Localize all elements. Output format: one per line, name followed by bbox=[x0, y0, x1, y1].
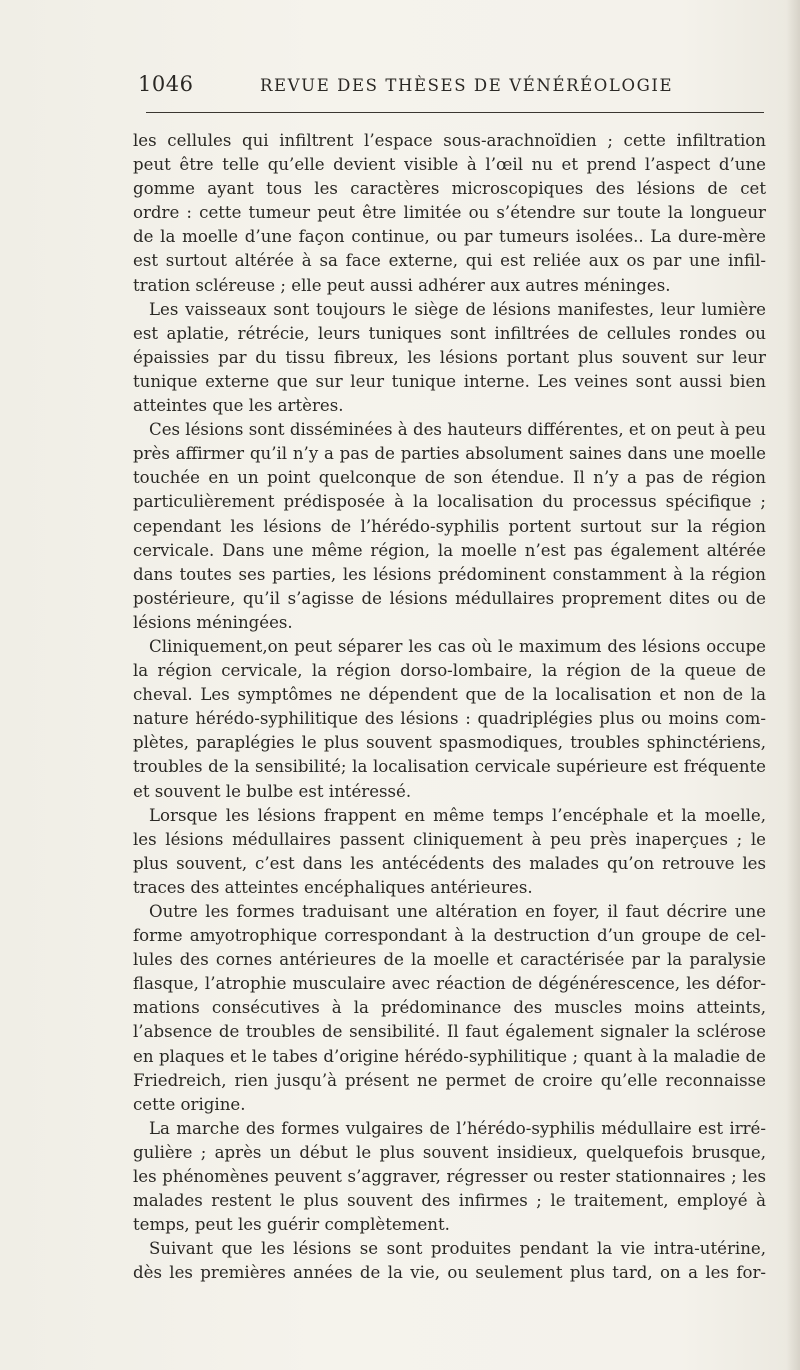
text-line: en plaques et le tabes d’origine hérédo-syphilitique ; quant à la maladie de bbox=[133, 1046, 766, 1066]
text-line: épaissies par du tissu fibreux, les lésions portant plus souvent sur leur bbox=[133, 347, 766, 367]
text-line: près affirmer qu’il n’y a pas de parties absolument saines dans une moelle bbox=[133, 444, 766, 464]
text-line: lules des cornes antérieures de la moelle et caractérisée par la paralysie bbox=[133, 950, 766, 970]
text-line: cette origine. bbox=[133, 1094, 246, 1114]
text-line: particulièrement prédisposée à la localisation du processus spécifique ; bbox=[133, 492, 766, 512]
text-line: cependant les lésions de l’hérédo-syphilis portent surtout sur la région bbox=[133, 516, 766, 536]
paragraph-first-line: La marche des formes vulgaires de l’hérédo-syphilis médullaire est irré- bbox=[149, 1118, 766, 1138]
text-line: gulière ; après un début le plus souvent insidieux, quelquefois brusque, bbox=[133, 1142, 766, 1162]
text-line: flasque, l’atrophie musculaire avec réaction de dégénérescence, les défor- bbox=[133, 974, 766, 994]
text-line: postérieure, qu’il s’agisse de lésions médullaires proprement dites ou de bbox=[133, 588, 766, 608]
text-line: forme amyotrophique correspondant à la destruction d’un groupe de cel- bbox=[133, 926, 766, 946]
text-line: la région cervicale, la région dorso-lombaire, la région de la queue de bbox=[133, 661, 766, 681]
text-line: atteintes que les artères. bbox=[133, 396, 344, 416]
text-line: dès les premières années de la vie, ou seulement plus tard, on a les for- bbox=[133, 1263, 766, 1283]
paragraph-first-line: Outre les formes traduisant une altération en foyer, il faut décrire une bbox=[149, 902, 766, 921]
text-line: nature hérédo-syphilitique des lésions : quadriplégies plus ou moins com- bbox=[133, 709, 766, 729]
text-line: lésions méningées. bbox=[133, 612, 293, 632]
text-line: troubles de la sensibilité; la localisation cervicale supérieure est fréquente bbox=[133, 757, 766, 777]
text-line: dans toutes ses parties, les lésions prédominent constamment à la région bbox=[133, 564, 766, 584]
text-line: Friedreich, rien jusqu’à présent ne permet de croire qu’elle reconnaisse bbox=[133, 1070, 766, 1090]
paragraph-first-line: Suivant que les lésions se sont produites pendant la vie intra-utérine, bbox=[149, 1239, 766, 1259]
text-line: cheval. Les symptômes ne dépendent que de la localisation et non de la bbox=[133, 685, 766, 705]
text-line: ordre : cette tumeur peut être limitée ou s’étendre sur toute la longueur bbox=[133, 203, 766, 223]
paragraph-first-line: Lorsque les lésions frappent en même temps l’encéphale et la moelle, bbox=[149, 805, 766, 825]
text-line: gomme ayant tous les caractères microscopiques des lésions de cet bbox=[133, 179, 766, 199]
text-line: plètes, paraplégies le plus souvent spasmodiques, troubles sphinctériens, bbox=[133, 733, 766, 753]
text-line: touchée en un point quelconque de son étendue. Il n’y a pas de région bbox=[133, 468, 766, 488]
paragraph-first-line: Cliniquement,on peut séparer les cas où le maximum des lésions occupe bbox=[149, 636, 766, 656]
text-line: est surtout altérée à sa face externe, qui est reliée aux os par une infil- bbox=[133, 251, 766, 271]
paragraph-first-line: Ces lésions sont disséminées à des hauteurs différentes, et on peut à peu bbox=[149, 420, 766, 440]
text-line: tration scléreuse ; elle peut aussi adhérer aux autres méninges. bbox=[133, 275, 671, 295]
text-line: mations consécutives à la prédominance des muscles moins atteints, bbox=[133, 998, 766, 1018]
text-line: les lésions médullaires passent cliniquement à peu près inaperçues ; le bbox=[133, 829, 766, 849]
text-line: traces des atteintes encéphaliques antérieures. bbox=[133, 877, 533, 897]
page-edge-shadow bbox=[786, 0, 800, 1370]
page-number: 1046 bbox=[138, 72, 194, 96]
header-rule bbox=[146, 112, 764, 113]
text-line: les phénomènes peuvent s’aggraver, régresser ou rester stationnaires ; les bbox=[133, 1167, 766, 1187]
text-line: tunique externe que sur leur tunique interne. Les veines sont aussi bien bbox=[133, 371, 766, 391]
running-title: REVUE DES THÈSES DE VÉNÉRÉOLOGIE bbox=[260, 76, 674, 95]
paragraph-first-line: Les vaisseaux sont toujours le siège de lésions manifestes, leur lumière bbox=[149, 299, 766, 319]
text-line: cervicale. Dans une même région, la moelle n’est pas également altérée bbox=[133, 540, 766, 560]
text-line: de la moelle d’une façon continue, ou par tumeurs isolées.. La dure-mère bbox=[133, 227, 766, 247]
text-line: temps, peut les guérir complètement. bbox=[133, 1215, 450, 1235]
body-text bbox=[133, 129, 766, 1286]
text-line: est aplatie, rétrécie, leurs tuniques sont infiltrées de cellules rondes ou bbox=[133, 323, 766, 343]
text-line: peut être telle qu’elle devient visible à l’œil nu et prend l’aspect d’une bbox=[133, 155, 766, 175]
text-line: et souvent le bulbe est intéressé. bbox=[133, 781, 412, 801]
text-line: malades restent le plus souvent des infirmes ; le traitement, employé à bbox=[133, 1191, 766, 1211]
text-line: les cellules qui infiltrent l’espace sous-arachnoïdien ; cette infiltration bbox=[133, 131, 766, 150]
text-line: l’absence de troubles de sensibilité. Il faut également signaler la sclérose bbox=[133, 1022, 766, 1042]
text-line: plus souvent, c’est dans les antécédents des malades qu’on retrouve les bbox=[133, 853, 766, 873]
running-head bbox=[138, 72, 764, 102]
